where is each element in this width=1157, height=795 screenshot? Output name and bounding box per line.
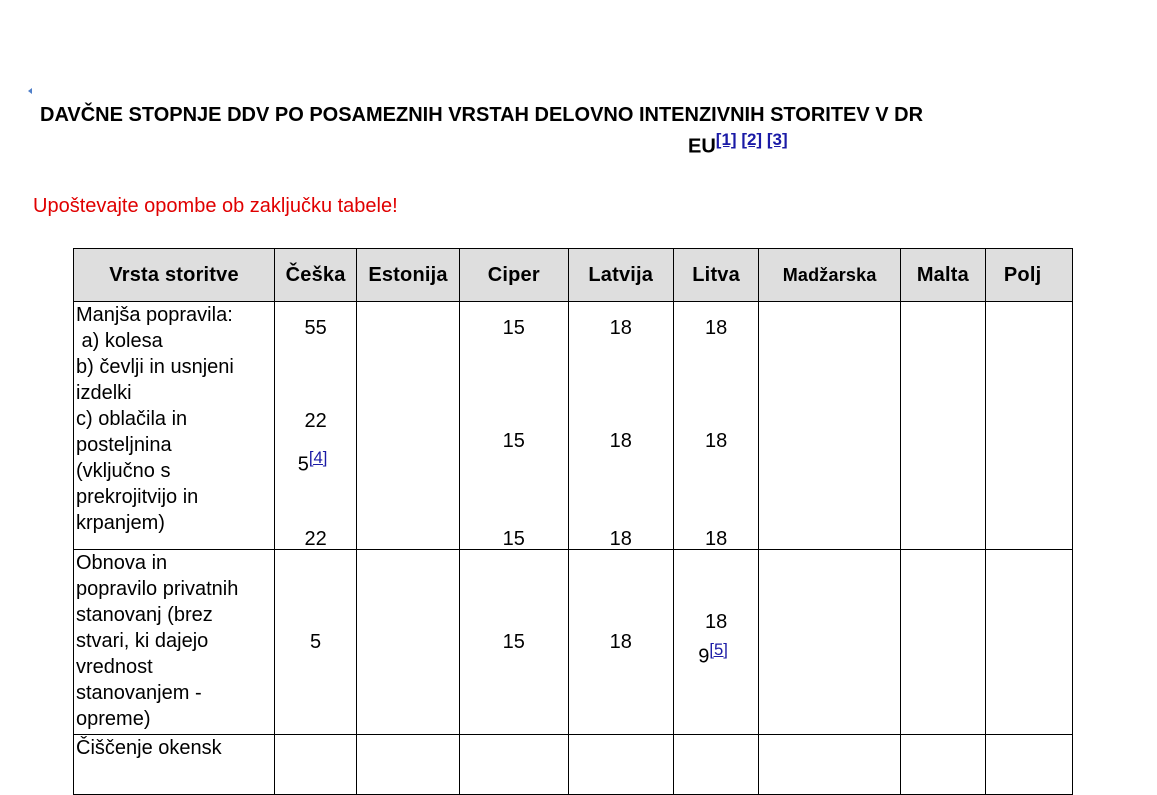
cell-latvija: 18: [568, 550, 673, 735]
service-cell: [74, 735, 275, 795]
rate-value-with-ref: 9[5]: [698, 640, 728, 668]
cell-malta: [900, 550, 985, 735]
header-madzarska: Madžarska: [759, 249, 901, 302]
cell-ciper: [459, 735, 568, 795]
rate-value-with-ref: 5[4]: [297, 448, 328, 476]
cell-malta: [900, 735, 985, 795]
service-line: c) oblačila in: [76, 408, 188, 430]
header-ciper: Ciper: [459, 249, 568, 302]
header-vrsta-storitve: Vrsta storitve: [74, 249, 275, 302]
cell-litva: [673, 735, 758, 795]
header-litva: Litva: [673, 249, 758, 302]
rate-value: 15: [502, 430, 525, 452]
rate-value: 15: [502, 528, 525, 550]
header-estonija: Estonija: [357, 249, 460, 302]
service-cell: [74, 550, 275, 735]
page-title-continued: EU[1] [2] [3]: [688, 130, 788, 158]
service-line: posteljnina: [76, 434, 172, 456]
rate-value: 18: [609, 528, 632, 550]
cell-poljska: [985, 302, 1072, 550]
cell-malta: [900, 302, 985, 550]
table-note: Upoštevajte opombe ob zaključku tabele!: [33, 195, 398, 217]
service-line: prekrojitvijo in: [76, 486, 199, 508]
footnote-link-5[interactable]: [5]: [709, 640, 728, 659]
cell-ceska: 5: [275, 550, 357, 735]
service-line: Čiščenje okensk: [76, 737, 222, 759]
service-line: (vključno s: [76, 460, 171, 482]
service-line: vrednost: [76, 656, 153, 678]
page-title: DAVČNE STOPNJE DDV PO POSAMEZNIH VRSTAH DELOVNO INTENZIVNIH STORITEV V DR: [40, 104, 924, 126]
cell-ciper: 15: [459, 550, 568, 735]
service-line: a) kolesa: [76, 330, 163, 352]
vat-rate-table: [73, 248, 1073, 795]
header-latvija: Latvija: [568, 249, 673, 302]
footnote-link-3[interactable]: [3]: [766, 130, 788, 149]
footnote-link-2[interactable]: [2]: [741, 130, 763, 149]
cell-latvija: [568, 302, 673, 550]
rate-value: 18: [704, 317, 728, 339]
cell-madzarska: [759, 302, 901, 550]
rate-value: 18: [609, 317, 632, 339]
cell-litva: [673, 302, 758, 550]
service-cell: [74, 302, 275, 550]
rate-value: 55: [304, 317, 327, 339]
cell-madzarska: [759, 550, 901, 735]
footnote-link-4[interactable]: [4]: [308, 448, 328, 467]
table-row: [74, 302, 1073, 550]
rate-value: 22: [304, 410, 327, 432]
service-line: b) čevlji in usnjeni: [76, 356, 234, 378]
table-row: [74, 550, 1073, 735]
rate-value: 15: [502, 317, 525, 339]
service-line: opreme): [76, 708, 151, 730]
rate-value: 22: [304, 528, 327, 550]
service-line: izdelki: [76, 382, 132, 404]
cell-ceska: [275, 735, 357, 795]
cell-ceska: [275, 302, 357, 550]
service-line: Obnova in: [76, 552, 168, 574]
service-line: stanovanjem -: [76, 682, 202, 704]
cell-litva: [673, 550, 758, 735]
service-line: krpanjem): [76, 512, 165, 534]
rate-value: 18: [609, 430, 632, 452]
footnote-link-1[interactable]: [1]: [715, 130, 737, 149]
table-row: [74, 735, 1073, 795]
cell-estonija: [357, 735, 460, 795]
rate-value: 18: [704, 528, 728, 550]
header-ceska: Češka: [275, 249, 357, 302]
header-malta: Malta: [900, 249, 985, 302]
service-line: Manjša popravila:: [76, 304, 233, 326]
cell-madzarska: [759, 735, 901, 795]
cell-poljska: [985, 550, 1072, 735]
cell-estonija: [357, 302, 460, 550]
service-line: stanovanj (brez: [76, 604, 213, 626]
rate-value: 18: [704, 430, 728, 452]
service-line: stvari, ki dajejo: [76, 630, 209, 652]
cell-ciper: [459, 302, 568, 550]
header-poljska: Polj: [985, 249, 1072, 302]
service-line: popravilo privatnih: [76, 578, 239, 600]
rate-value: 18: [704, 611, 728, 633]
table-header-row: [74, 249, 1073, 302]
cell-estonija: [357, 550, 460, 735]
cell-poljska: [985, 735, 1072, 795]
cell-latvija: [568, 735, 673, 795]
